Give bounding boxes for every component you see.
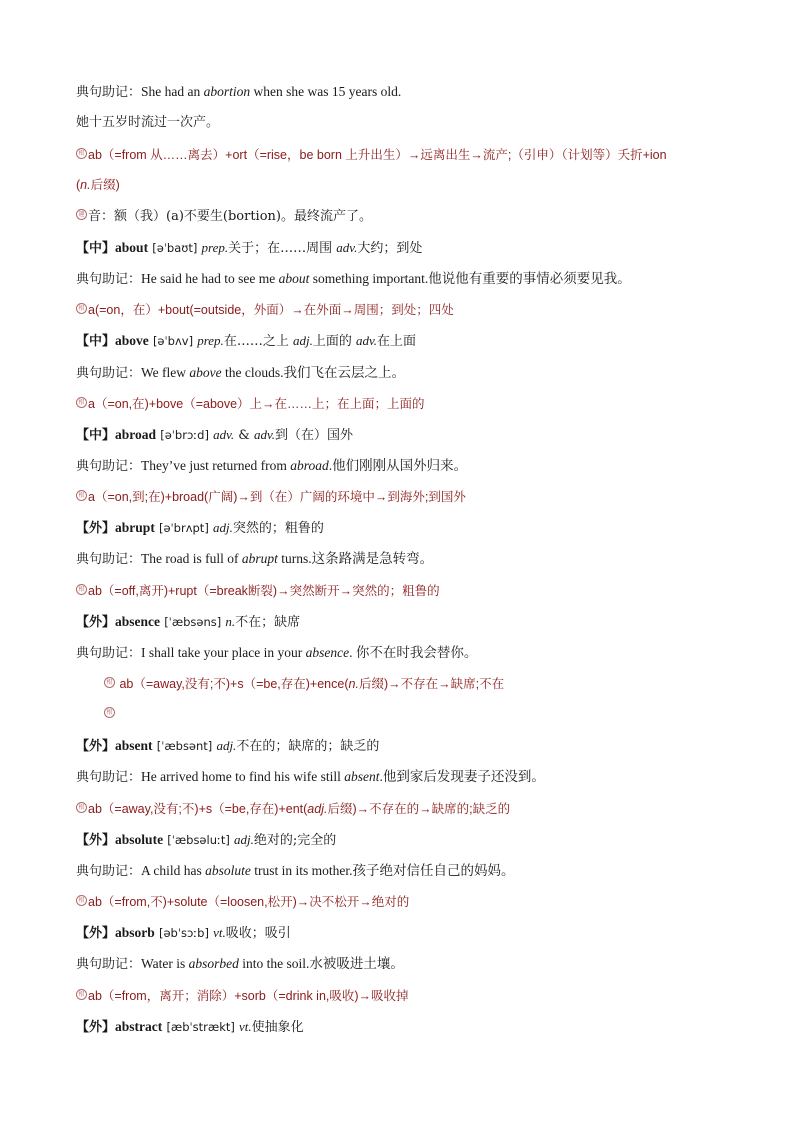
definition: 到（在）国外 <box>275 428 354 443</box>
headword: about <box>115 240 149 255</box>
part-of-speech: adj. <box>234 832 254 847</box>
part-of-speech: prep. <box>197 333 224 348</box>
level-tag-text: 中 <box>89 428 103 443</box>
definition: 不在的；缺席的；缺乏的 <box>236 739 380 754</box>
example-text <box>141 551 433 566</box>
example-text <box>141 458 467 473</box>
root-analysis <box>76 983 754 1009</box>
level-tag: 【外】 <box>76 521 116 536</box>
example-sentence <box>76 764 754 790</box>
definition: 大约；到处 <box>357 241 423 256</box>
root-part: ab（=away,没有;不)+s（=be,存在)+ent( <box>88 802 308 816</box>
example-text <box>141 365 405 380</box>
example-sentence <box>76 453 754 479</box>
root-analysis <box>76 297 754 323</box>
example-label: 典句助记： <box>76 272 142 287</box>
word-entry <box>76 609 754 635</box>
mnemonic-note <box>76 204 754 230</box>
word-entry <box>76 1014 754 1040</box>
headword: absent <box>115 738 153 753</box>
root-analysis <box>76 172 754 198</box>
part-of-speech: n. <box>225 614 236 629</box>
level-tag-text: 外 <box>89 521 103 536</box>
example-part: something important.他说他有重要的事情必须要见我。 <box>309 271 631 286</box>
example-sentence <box>76 858 754 884</box>
level-tag-text: 外 <box>89 615 103 630</box>
example-label: 典句助记： <box>76 366 142 381</box>
example-label: 典句助记： <box>76 459 142 474</box>
example-part: trust in its mother.孩子绝对信任自己的妈妈。 <box>250 863 515 878</box>
example-sentence <box>76 266 754 292</box>
root-part: n. <box>348 677 359 691</box>
root-text <box>88 148 667 162</box>
word-entry <box>76 328 754 354</box>
root-part: ab（=off,离开)+rupt（=break断裂)→突然断开→突然的；粗鲁的 <box>88 584 440 598</box>
example-label: 典句助记： <box>76 770 142 785</box>
example-text <box>141 956 404 971</box>
example-sentence <box>76 546 754 572</box>
example-label: 典句助记： <box>76 552 142 567</box>
level-tag-text: 外 <box>89 926 103 941</box>
headword: abstract <box>115 1019 163 1034</box>
example-part: Water is <box>141 956 189 971</box>
definition: 在上面 <box>377 334 417 349</box>
word-entry <box>76 515 754 541</box>
root-part: n. <box>80 178 91 192</box>
word-entry <box>76 920 754 946</box>
example-part: abortion <box>203 84 251 99</box>
part-of-speech: adv. <box>336 240 358 255</box>
part-of-speech: prep. <box>201 240 229 255</box>
root-text <box>88 802 510 816</box>
word-entry <box>76 827 754 853</box>
word-entry <box>76 422 754 448</box>
root-text <box>88 895 409 909</box>
root-analysis <box>76 142 754 168</box>
headword: absolute <box>115 832 164 847</box>
example-text <box>141 769 545 784</box>
example-part: about <box>278 271 310 286</box>
root-part: ab（=from,不)+solute（=loosen,松开)→决不松开→绝对的 <box>88 895 410 909</box>
example-part: above <box>189 365 222 380</box>
example-part: They’ve just returned from <box>141 458 291 473</box>
phonetic: [ˈæbsəns] <box>164 615 222 629</box>
root-text <box>88 303 454 317</box>
example-text <box>141 863 515 878</box>
example-part: absolute <box>205 863 251 878</box>
example-part: The road is full of <box>141 551 242 566</box>
example-label: 典句助记： <box>76 85 142 100</box>
word-entry <box>76 733 754 759</box>
example-part: the clouds.我们飞在云层之上。 <box>221 365 406 380</box>
definition: 关于；在……周围 <box>228 241 337 256</box>
root-text <box>88 989 409 1003</box>
root-analysis <box>76 484 754 510</box>
root-part: 后缀) <box>90 178 120 192</box>
level-tag: 【中】 <box>76 428 116 443</box>
mnemonic-text: 音：额（我）(a)不要生(bortion)。最终流产了。 <box>88 209 372 224</box>
root-mark-icon: 根 <box>104 707 115 718</box>
phonetic: [əˈbʌv] <box>152 334 194 348</box>
root-analysis <box>76 391 754 417</box>
root-analysis <box>76 578 754 604</box>
level-tag-text: 中 <box>89 241 103 256</box>
definition: 吸收；吸引 <box>225 926 291 941</box>
part-of-speech: adv. <box>253 427 276 442</box>
root-text <box>88 584 440 598</box>
part-of-speech: adv. <box>355 333 378 348</box>
root-analysis <box>76 889 754 915</box>
definition: 不在；缺席 <box>235 615 301 630</box>
part-of-speech: adv. <box>213 427 235 442</box>
definition: 上面的 <box>312 334 356 349</box>
phonetic: [ˈæbsəluːt] <box>167 833 230 847</box>
example-part: abrupt <box>241 551 278 566</box>
phonetic: [ˈæbsənt] <box>156 739 213 753</box>
level-tag: 【外】 <box>76 739 116 754</box>
example-part: A child has <box>141 863 206 878</box>
example-part: absence <box>305 645 350 660</box>
root-mark-icon: 根 <box>76 397 87 408</box>
example-part: .他到家后发现妻子还没到。 <box>379 769 545 784</box>
root-part: adj. <box>307 802 328 816</box>
example-label: 典句助记： <box>76 646 142 661</box>
root-part: a(=on，在）+bout(=outside，外面）→在外面→周围；到处；四处 <box>88 303 454 317</box>
example-label: 典句助记： <box>76 864 142 879</box>
root-part: 后缀)→不存在→缺席;不在 <box>358 677 505 691</box>
definition: 突然的；粗鲁的 <box>232 521 324 536</box>
word-entry <box>76 235 754 261</box>
root-part: ab（=away,没有;不)+s（=be,存在)+ence( <box>116 677 349 691</box>
part-of-speech: adj. <box>292 333 313 348</box>
root-mark-icon: 根 <box>76 303 87 314</box>
example-text <box>141 645 477 660</box>
definition: 使抽象化 <box>251 1020 304 1035</box>
example-part: abroad <box>290 458 329 473</box>
example-part: .他们刚刚从国外归来。 <box>328 458 468 473</box>
headword: absence <box>115 614 161 629</box>
root-part: 后缀)→不存在的→缺席的;缺乏的 <box>327 802 511 816</box>
definition: 绝对的;完全的 <box>253 833 337 848</box>
example-part: He arrived home to find his wife still <box>141 769 345 784</box>
example-part: She had an <box>141 84 204 99</box>
translation: 她十五岁时流过一次产。 <box>76 115 220 130</box>
root-text <box>88 397 425 411</box>
root-analysis <box>104 671 754 697</box>
example-sentence <box>76 79 754 105</box>
root-mark-icon: 根 <box>76 148 87 159</box>
phonetic: [əˈbaʊt] <box>152 241 198 255</box>
root-part: ab（=from 从……离去）+ort（=rise，be born 上升出生）→远离出生→流产;（引申）（计划等）夭折+ion <box>88 148 667 162</box>
level-tag: 【中】 <box>76 241 116 256</box>
example-sentence <box>76 360 754 386</box>
root-part: ab（=from，离开；消除）+sorb（=drink in,吸收)→吸收掉 <box>88 989 409 1003</box>
headword: abroad <box>115 427 157 442</box>
phonetic: [əˈbrɔːd] <box>160 428 209 442</box>
example-label: 典句助记： <box>76 957 142 972</box>
root-mark-icon: 根 <box>76 895 87 906</box>
example-part: I shall take your place in your <box>141 645 306 660</box>
level-tag: 【外】 <box>76 615 116 630</box>
example-text <box>141 271 631 286</box>
root-part: a（=on,在)+bove（=above）上→在……上；在上面；上面的 <box>88 397 425 411</box>
level-tag-text: 中 <box>89 334 103 349</box>
root-text <box>116 677 504 691</box>
root-part: ( <box>76 178 81 192</box>
level-tag: 【外】 <box>76 833 116 848</box>
example-part: turns.这条路满是急转弯。 <box>277 551 434 566</box>
example-part: . 你不在时我会替你。 <box>349 645 478 660</box>
root-analysis <box>104 701 754 727</box>
fun-mark-icon: 趣 <box>76 209 87 220</box>
level-tag-text: 外 <box>89 1020 103 1035</box>
part-of-speech: vt. <box>239 1019 252 1034</box>
part-of-speech: vt. <box>213 925 226 940</box>
root-mark-icon: 根 <box>76 989 87 1000</box>
root-mark-icon: 根 <box>104 677 115 688</box>
root-mark-icon: 根 <box>76 584 87 595</box>
example-sentence <box>76 951 754 977</box>
part-of-speech: adj. <box>212 520 233 535</box>
level-tag-text: 外 <box>89 739 103 754</box>
example-part: when she was 15 years old. <box>250 84 402 99</box>
example-part: We flew <box>141 365 190 380</box>
root-text <box>76 178 120 192</box>
level-tag: 【中】 <box>76 334 116 349</box>
level-tag-text: 外 <box>89 833 103 848</box>
level-tag: 【外】 <box>76 1020 116 1035</box>
headword: above <box>115 333 149 348</box>
root-mark-icon: 根 <box>76 802 87 813</box>
phonetic: [æbˈstrækt] <box>166 1020 235 1034</box>
phonetic: [əˈbrʌpt] <box>158 521 209 535</box>
part-of-speech: adj. <box>216 738 237 753</box>
example-part: absent <box>344 769 380 784</box>
example-sentence <box>76 640 754 666</box>
example-part: He said he had to see me <box>141 271 279 286</box>
definition: 在……之上 <box>223 334 293 349</box>
example-text <box>141 84 401 99</box>
definition: & <box>234 428 254 443</box>
translation-text <box>76 110 754 136</box>
example-part: absorbed <box>188 956 239 971</box>
root-mark-icon: 根 <box>76 490 87 501</box>
headword: abrupt <box>115 520 155 535</box>
root-analysis <box>76 796 754 822</box>
headword: absorb <box>115 925 155 940</box>
level-tag: 【外】 <box>76 926 116 941</box>
phonetic: [əbˈsɔːb] <box>158 926 209 940</box>
root-part: a（=on,到;在)+broad(广阔)→到（在）广阔的环境中→到海外;到国外 <box>88 490 466 504</box>
example-part: into the soil.水被吸进土壤。 <box>238 956 404 971</box>
root-text <box>88 490 466 504</box>
